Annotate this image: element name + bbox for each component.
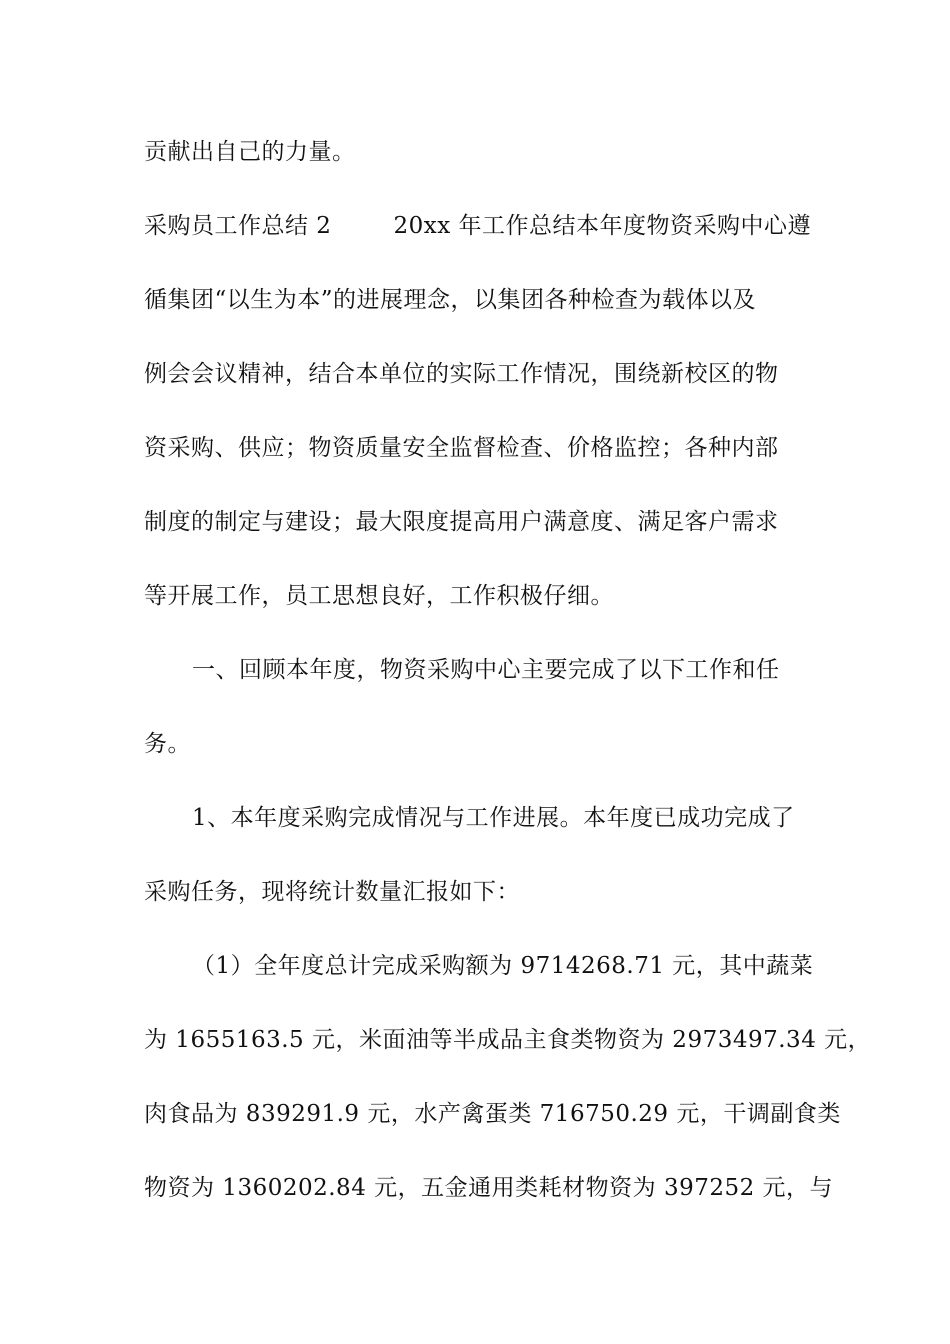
text-line-7: 等开展工作，员工思想良好，工作积极仔细。 [144, 583, 614, 609]
text-line-1: 贡献出自己的力量。 [144, 139, 356, 165]
text-line-6: 制度的制定与建设；最大限度提高用户满意度、满足客户需求 [144, 509, 779, 535]
paragraph-3-start: （1）全年度总计完成采购额为 9714268.71 元，其中蔬菜 [192, 953, 814, 979]
text-line-4: 例会会议精神，结合本单位的实际工作情况，围绕新校区的物 [144, 361, 779, 387]
paragraph-1-heading: 一、回顾本年度，物资采购中心主要完成了以下工作和任 [192, 657, 780, 683]
section-title: 采购员工作总结 2 [144, 213, 332, 239]
text-line-3: 循集团“以生为本”的进展理念，以集团各种检查为载体以及 [144, 287, 757, 313]
paragraph-1-end: 务。 [144, 731, 191, 757]
paragraph-3-line-2: 为 1655163.5 元，米面油等半成品主食类物资为 2973497.34 元， [144, 1027, 872, 1053]
paragraph-2-end: 采购任务，现将统计数量汇报如下： [144, 879, 520, 905]
text-line-5: 资采购、供应；物资质量安全监督检查、价格监控；各种内部 [144, 435, 779, 461]
paragraph-2-start: 1、本年度采购完成情况与工作进展。本年度已成功完成了 [192, 805, 795, 831]
paragraph-3-line-4: 物资为 1360202.84 元，五金通用类耗材物资为 397252 元，与 [144, 1175, 834, 1201]
paragraph-3-line-3: 肉食品为 839291.9 元，水产禽蛋类 716750.29 元，干调副食类 [144, 1101, 841, 1127]
section-heading-line [144, 210, 811, 242]
text-line-2-continuation: 20xx 年工作总结本年度物资采购中心遵 [393, 213, 811, 239]
